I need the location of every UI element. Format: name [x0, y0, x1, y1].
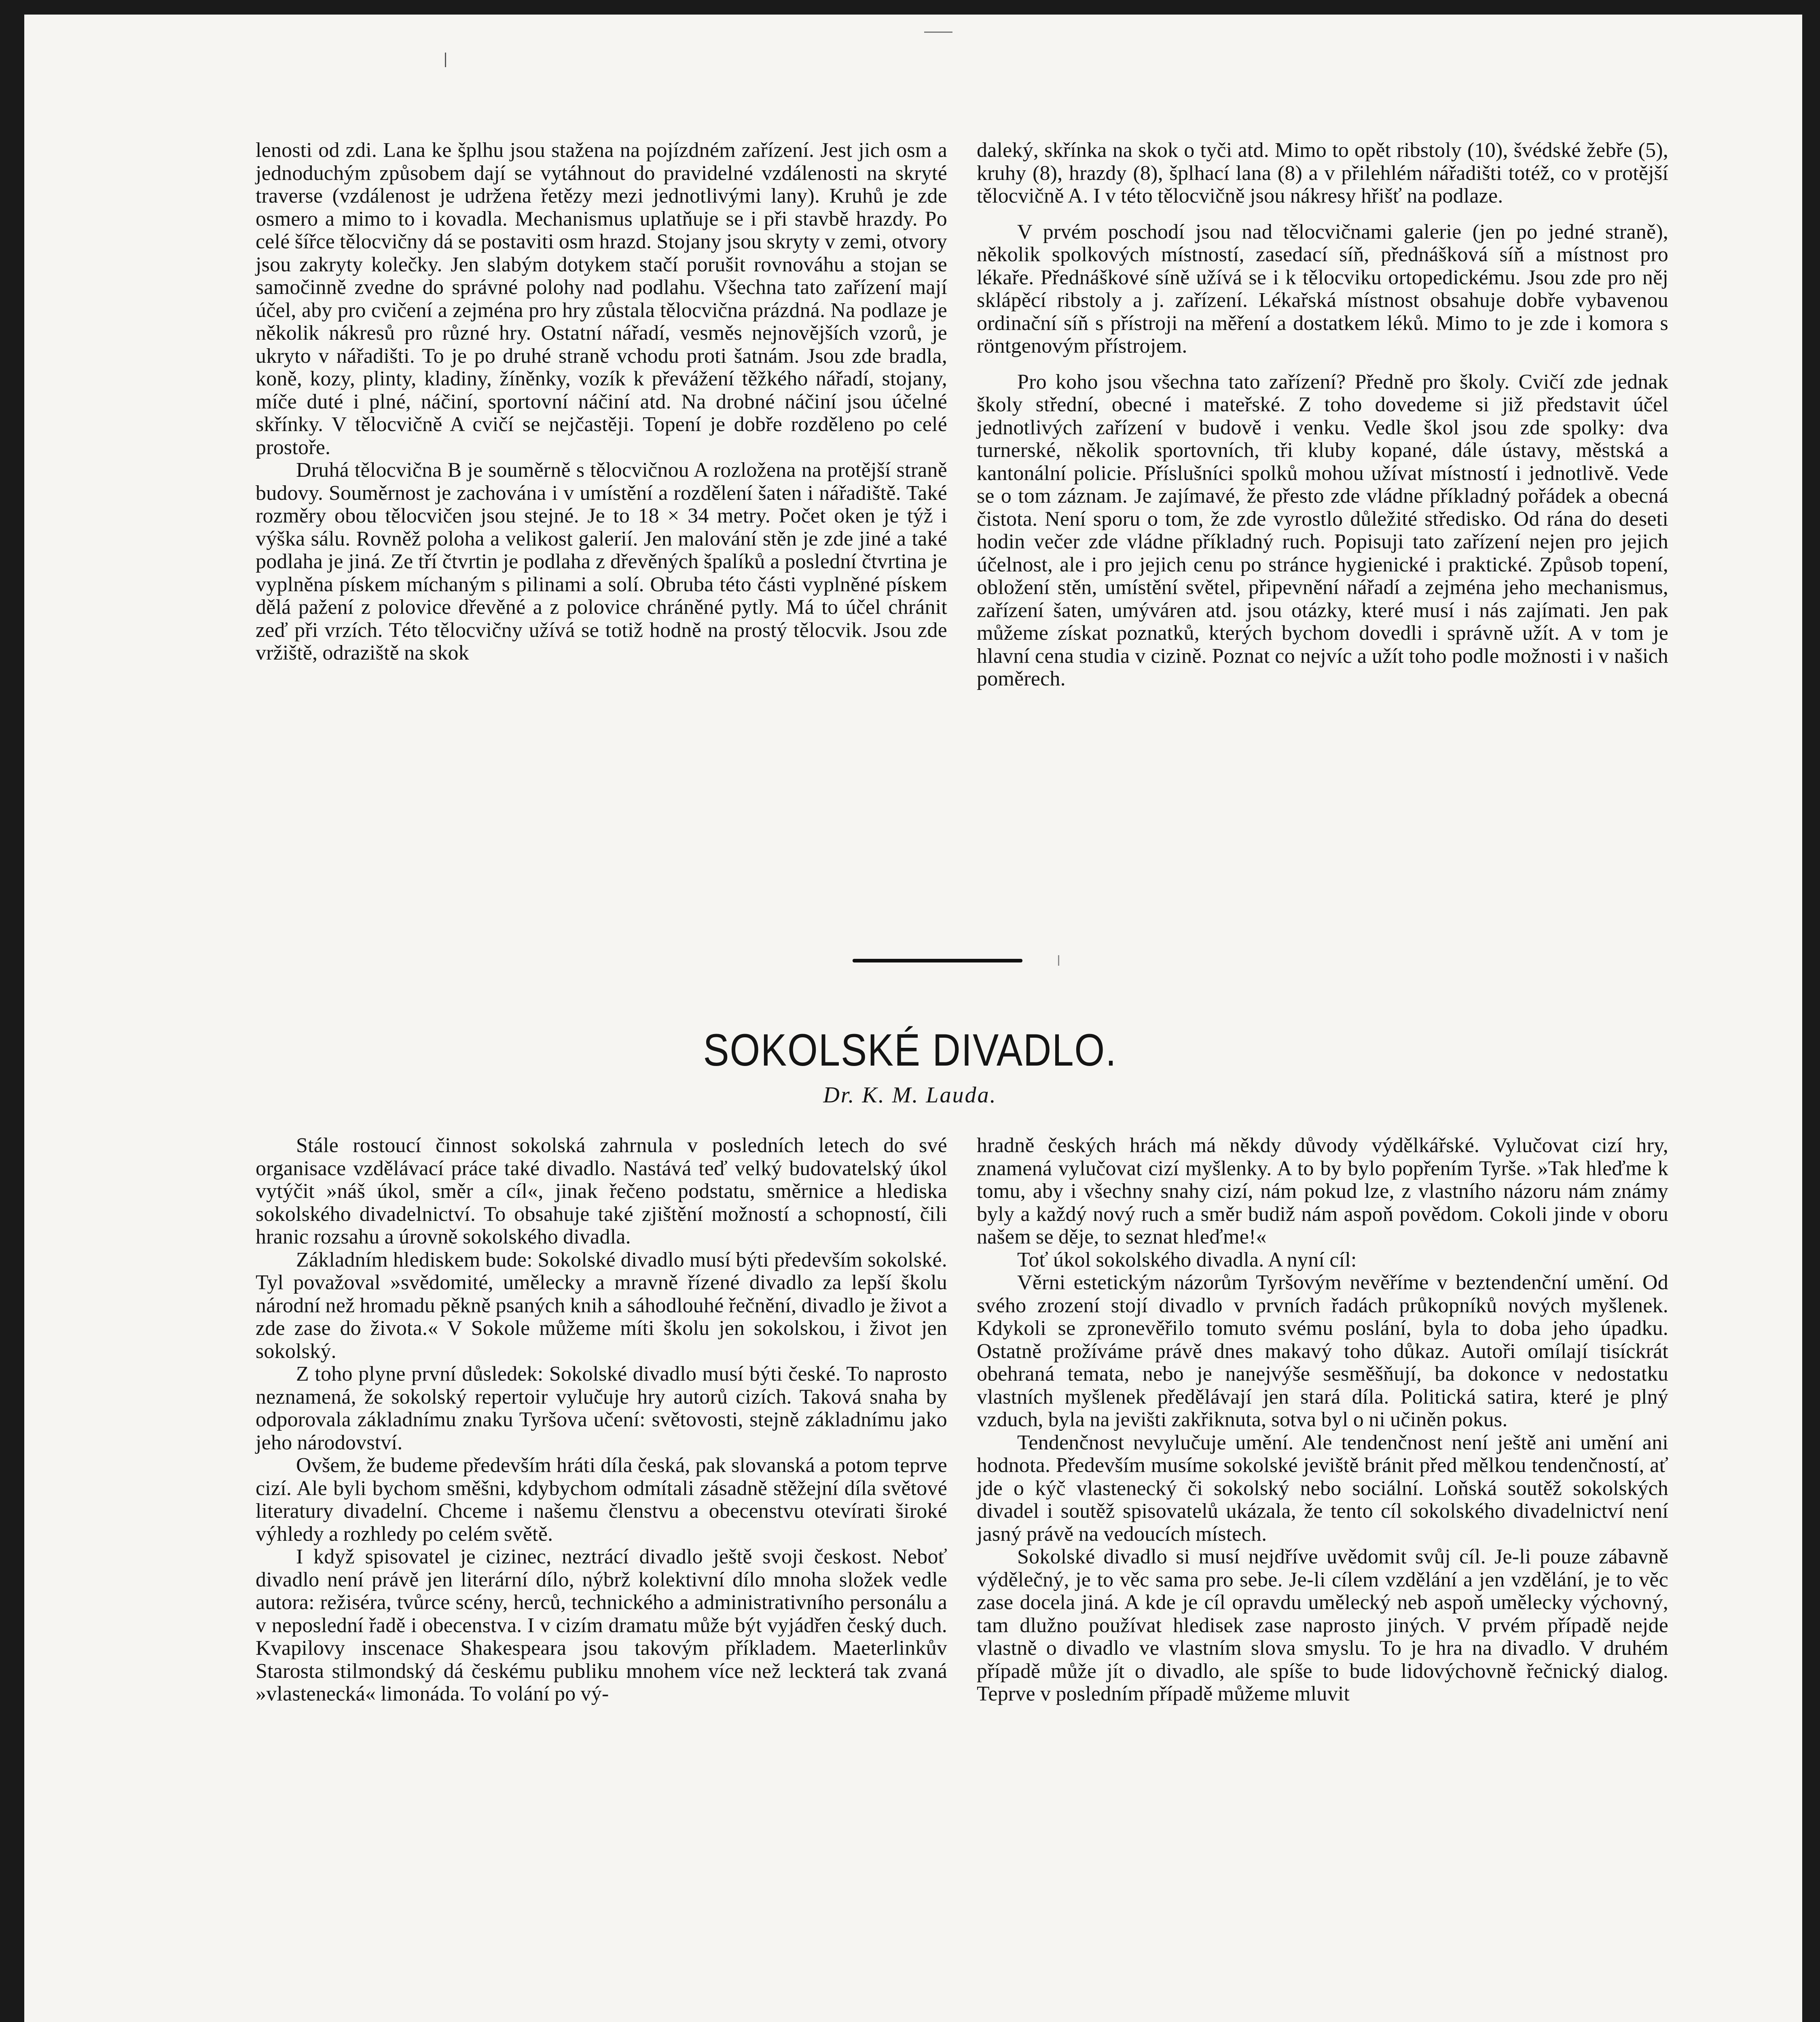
paragraph: Ovšem, že budeme především hráti díla česká, pak slovanská a potom teprve cizí. Ale byli bychom směšni, kdybychom odmítali zásadně stěžejní díla světové literatury divadelní. Chceme i našemu členstvu a obecenstvu otevírati široké výhledy a rozhledy po celém světě. — [256, 1454, 947, 1546]
article-author: Dr. K. M. Lauda. — [823, 1083, 997, 1108]
paragraph: V prvém poschodí jsou nad tělocvičnami galerie (jen po jedné straně), několik spolkových místností, zasedací síň, přednášková síň a místnost pro lékaře. Přednáškové síně užívá se i k tělocviku ortopedickému. Jsou zde pro něj sklápěcí ribstoly a j. zařízení. Lékařská místnost obsahuje dobře vybavenou ordinační síň s přístroji na měření a dostatkem léků. Mimo to je zde i komora s röntgenovým přístrojem. — [977, 220, 1668, 357]
paragraph: daleký, skřínka na skok o tyči atd. Mimo to opět ribstoly (10), švédské žebře (5), kruhy (8), hrazdy (8), šplhací lana (8) a v přilehlém nářadišti totéž, co v protější tělocvičně A. I v této tělocvičně jsou nákresy hřišť na podlaze. — [977, 139, 1668, 207]
paragraph: Druhá tělocvična B je souměrně s tělocvičnou A rozložena na protější straně budovy. Souměrnost je zachována i v umístění a rozdělení šaten i nářadiště. Také rozměry obou tělocvičen jsou stejné. Je to 18 × 34 metry. Počet oken je týž i výška sálu. Rovněž poloha a velikost galerií. Jen malování stěn je zde jiné a také podlaha je jiná. Ze tří čtvrtin je podlaha z dřevěných špalíků a poslední čtvrtina je vyplněna pískem míchaným s pilinami a solí. Obruba této části vyplněné pískem dělá pažení z polovice dřevěné a z polovice chráněné pytly. Má to účel chránit zeď při vrzích. Této tělocvičny užívá se totiž hodně na prostý tělocvik. Jsou zde vržiště, odraziště na skok — [256, 459, 947, 664]
paragraph: Pro koho jsou všechna tato zařízení? Předně pro školy. Cvičí zde jednak školy střední, obecné i mateřské. Z toho dovedeme si již představit účel jednotlivých zařízení v budově i venku. Vedle škol jsou zde spolky: dva turnerské, několik sportovních, tři kluby kopané, dále ústavy, městská a kantonální policie. Příslušníci spolků mohou užívat místností i jednotlivě. Vede se o tom záznam. Je zajímavé, že přesto zde vládne příkladný pořádek a obecná čistota. Není sporu o tom, že zde vyrostlo důležité středisko. Od rána do deseti hodin večer zde vládne příkladný ruch. Popisuji tato zařízení nejen pro jejich účelnost, ale i pro jejich cenu po stránce hygienické i praktické. Způsob topení, obložení stěn, umístění světel, připevnění nářadí a zejména jeho mechanismus, zařízení šaten, umýváren atd. jsou otázky, které musí i nás zajímati. Jen pak můžeme získat poznatků, kterých bychom dovedli i správně užít. A v tom je hlavní cena studia v cizině. Poznat co nejvíc a užít toho podle možnosti i v našich poměrech. — [977, 370, 1668, 690]
scan-mark-top — [445, 53, 446, 67]
paragraph: Stále rostoucí činnost sokolská zahrnula v posledních letech do své organisace vzdělávací práce také divadlo. Nastává teď velký budovatelský úkol vytýčit »náš úkol, směr a cíl«, jinak řečeno podstatu, směrnice a hlediska sokolského divadelnictví. To obsahuje také zjištění možností a schopností, čili hranic rozsahu a úrovně sokolského divadla. — [256, 1134, 947, 1248]
paragraph: Sokolské divadlo si musí nejdříve uvědomit svůj cíl. Je-li pouze zábavně výdělečný, je to věc sama pro sebe. Je-li cílem vzdělání a jen vzdělání, je to věc zase docela jiná. A kde je cíl opravdu umělecký neb aspoň umělecky výchovný, tam dlužno používat hledisek zase naprosto jiných. V prvém případě nejde vlastně o divadlo ve vlastním slova smyslu. To je hra na divadlo. V druhém případě může jít o divadlo, ale spíše to bude lidovýchovně řečnický dialog. Teprve v posledním případě můžeme mluvit — [977, 1545, 1668, 1705]
top-left-column — [256, 139, 947, 665]
paragraph: hradně českých hrách má někdy důvody výdělkářské. Vylučovat cizí hry, znamená vylučovat cizí myšlenky. A to by bylo popřením Tyrše. »Tak hleďme k tomu, aby i všechny snahy cizí, nám pokud lze, z vlastního názoru nám známy byly a každý nový ruch a směr budiž nám aspoň povědom. Cokoli jinde v oboru našem se děje, to seznat hleďme!« — [977, 1134, 1668, 1248]
paragraph: Z toho plyne první důsledek: Sokolské divadlo musí býti české. To naprosto neznamená, že sokolský repertoir vylučuje hry autorů cizích. Taková snaha by odporovala základnímu znaku Tyršova učení: světovosti, stejně základnímu jako jeho národovství. — [256, 1362, 947, 1454]
paragraph: I když spisovatel je cizinec, neztrácí divadlo ještě svoji českost. Neboť divadlo není právě jen literární dílo, nýbrž kolektivní dílo mnoha složek vedle autora: režiséra, tvůrce scény, herců, technického a administrativního personálu a v neposlední řadě i obecenstva. I v cizím dramatu může být vyjádřen český duch. Kvapilovy inscenace Shakespeara jsou takovým příkladem. Maeterlinkův Starosta stilmondský dá českému publiku mnohem více než leckterá tak zvaná »vlastenecká« limonáda. To volání po vý- — [256, 1545, 947, 1705]
paragraph: lenosti od zdi. Lana ke šplhu jsou stažena na pojízdném zařízení. Jest jich osm a jednoduchým způsobem dají se vytáhnout do pravidelné vzdálenosti na skryté traverse (vzdálenost je udržena řetězy mezi jednotlivými lany). Kruhů je zde osmero a mimo to i kovadla. Mechanismus uplatňuje se i při stavbě hrazdy. Po celé šířce tělocvičny dá se postaviti osm hrazd. Stojany jsou skryty v zemi, otvory jsou zakryty kolečky. Jen slabým dotykem stačí porušit rovnováhu a stojan se samočinně zvedne do správné polohy nad podlahu. Všechna tato zařízení mají účel, aby pro cvičení a zejména pro hry zůstala tělocvična prázdná. Na podlaze je několik nákresů pro různé hry. Ostatní nářadí, vesměs nejnovějších vzorů, je ukryto v nářadišti. To je po druhé straně vchodu proti šatnám. Jsou zde bradla, koně, kozy, plinty, kladiny, žíněnky, vozík k převážení těžkého nářadí, stojany, míče duté i plné, náčiní, sportovní náčiní atd. Na drobné náčiní jsou účelné skřínky. V tělocvičně A cvičí se nejčastěji. Topení je dobře rozděleno po celé prostoře. — [256, 139, 947, 459]
article-right-column — [977, 1134, 1668, 1706]
paragraph: Tendenčnost nevylučuje umění. Ale tendenčnost není ještě ani umění ani hodnota. Především musíme sokolské jeviště bránit před mělkou tendenčností, ať jde o kýč vlastenecký či sokolský nebo sociální. Loňská soutěž sokolských divadel i soutěž spisovatelů ukázala, že tento cíl sokolského divadelnictví není jasný právě na vedoucích místech. — [977, 1431, 1668, 1546]
section-divider — [853, 959, 1022, 962]
divider-mark — [1058, 955, 1059, 966]
top-right-column — [977, 139, 1668, 691]
paragraph: Základním hlediskem bude: Sokolské divadlo musí býti především sokolské. Tyl považoval »svědomité, umělecky a mravně řízené divadlo za lepší školu národní než hromadu pěkně psaných knih a sáhodlouhé řečnění, divadlo je život a zde zase do života.« V Sokole můžeme míti školu jen sokolskou, i život jen sokolský. — [256, 1248, 947, 1363]
scan-mark-top-right — [924, 32, 952, 33]
article-left-column — [256, 1134, 947, 1706]
article-title: SOKOLSKÉ DIVADLO. — [703, 1025, 1117, 1075]
paragraph: Věrni estetickým názorům Tyršovým nevěříme v beztendenční umění. Od svého zrození stojí divadlo v prvních řadách průkopníků nových myšlenek. Kdykoli se zpronevěřilo tomuto svému poslání, byla to doba jeho úpadku. Ostatně prožíváme právě dnes makavý toho důkaz. Autoři omílají tisíckrát obehraná temata, nebo je nanejvýše sesměšňují, ba dokonce v nedostatku vlastních myšlenek předělávají jen stará díla. Politická satira, které je plný vzduch, byla na jevišti zakřiknuta, sotva byl o ni učiněn pokus. — [977, 1271, 1668, 1431]
paragraph: Toť úkol sokolského divadla. A nyní cíl: — [1017, 1248, 1357, 1271]
